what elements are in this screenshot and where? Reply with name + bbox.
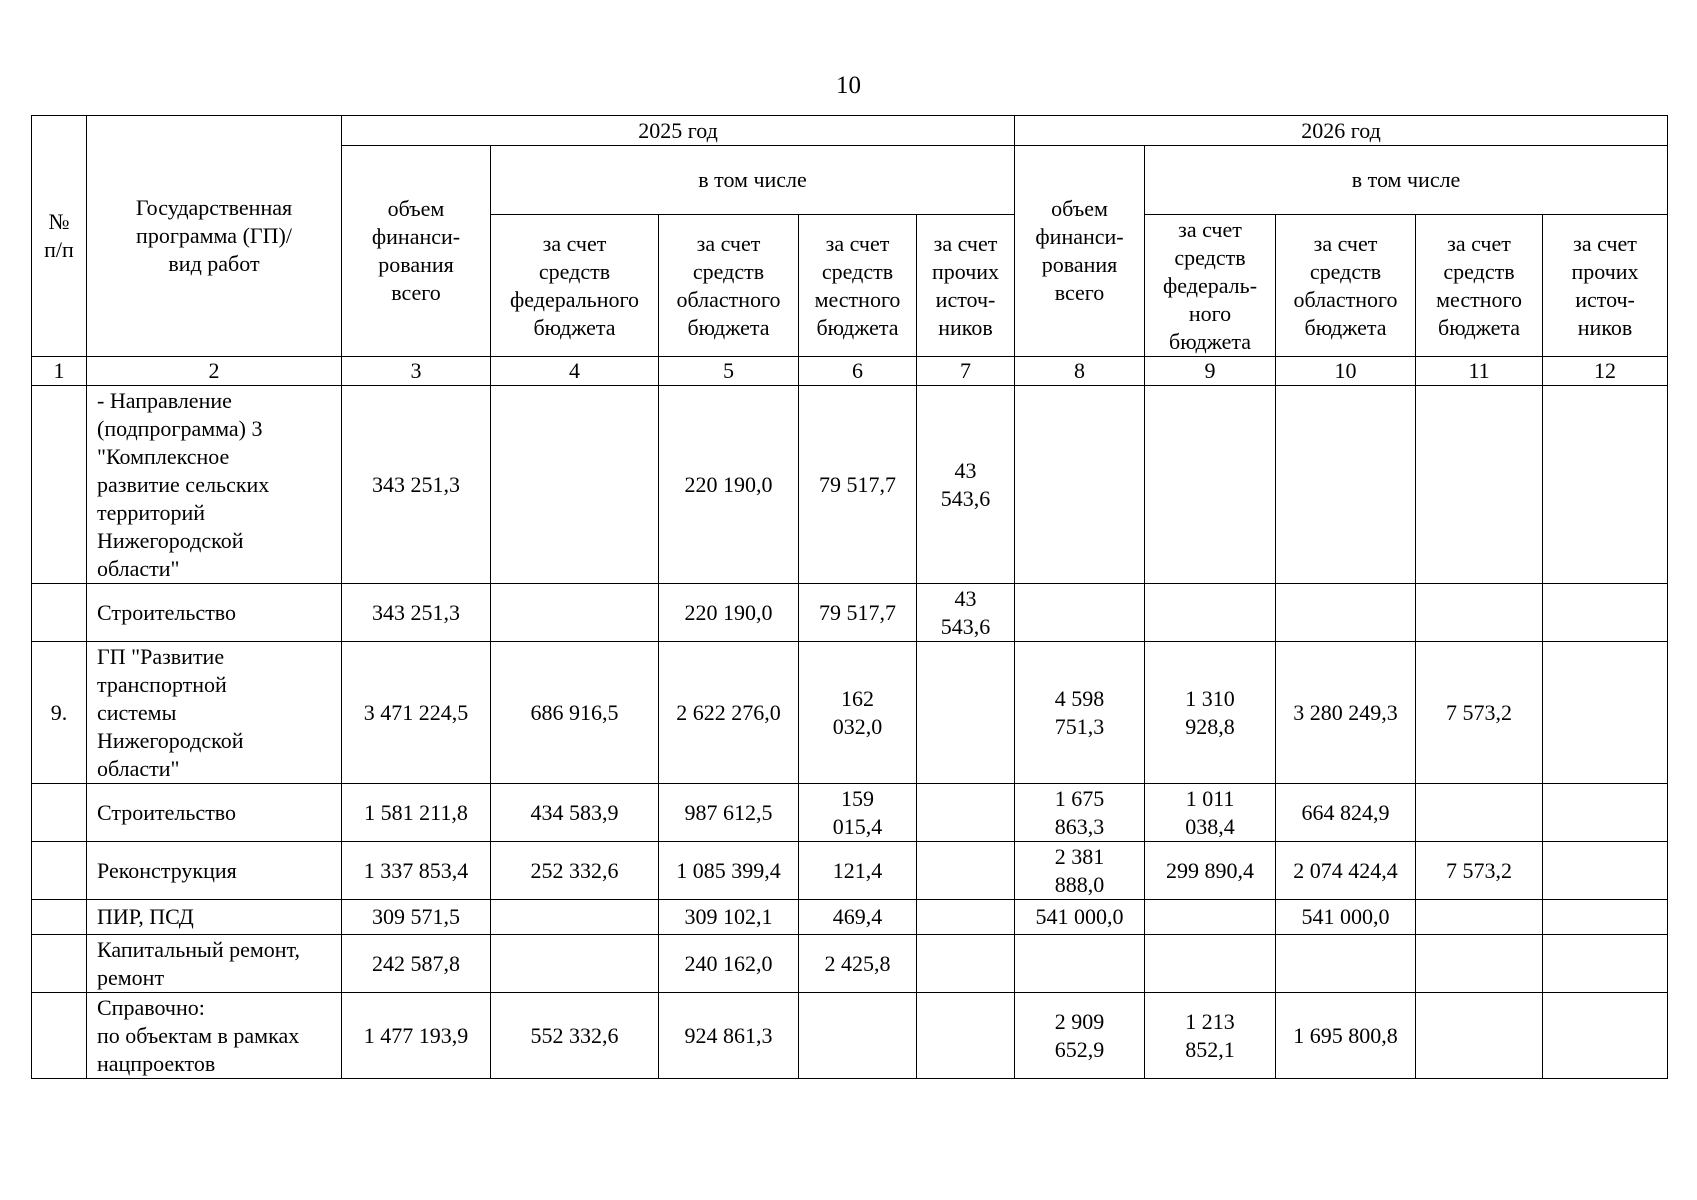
table-row [32,993,1668,1079]
header-2026-local: за счет средств местного бюджета [1416,215,1543,357]
row-name: Справочно: по объектам в рамках нацпроектов [87,993,342,1079]
column-number: 12 [1543,357,1668,386]
header-2025-other: за счет прочих источ- ников [917,215,1015,357]
cell-regional-2026: 541 000,0 [1276,900,1416,935]
cell-total-2025: 1 337 853,4 [342,842,491,900]
row-name: ПИР, ПСД [87,900,342,935]
cell-other-2026 [1543,993,1668,1079]
cell-local-2026 [1416,993,1543,1079]
cell-other-2025 [917,935,1015,993]
cell-total-2025: 309 571,5 [342,900,491,935]
cell-local-2026 [1416,584,1543,642]
row-num [32,842,87,900]
cell-local-2025: 121,4 [799,842,917,900]
cell-total-2025: 1 477 193,9 [342,993,491,1079]
row-name: Реконструкция [87,842,342,900]
cell-regional-2025: 2 622 276,0 [659,642,799,784]
row-num [32,993,87,1079]
cell-regional-2026: 664 824,9 [1276,784,1416,842]
column-number: 11 [1416,357,1543,386]
column-number: 2 [87,357,342,386]
cell-other-2025 [917,842,1015,900]
cell-federal-2025: 252 332,6 [491,842,659,900]
cell-other-2026 [1543,642,1668,784]
cell-local-2025: 162 032,0 [799,642,917,784]
cell-local-2025: 469,4 [799,900,917,935]
cell-other-2026 [1543,900,1668,935]
cell-federal-2025 [491,386,659,584]
cell-total-2025: 3 471 224,5 [342,642,491,784]
cell-federal-2026: 299 890,4 [1145,842,1276,900]
cell-local-2025 [799,993,917,1079]
column-number: 1 [32,357,87,386]
row-num [32,900,87,935]
cell-total-2026: 541 000,0 [1015,900,1145,935]
cell-total-2026: 2 909 652,9 [1015,993,1145,1079]
cell-federal-2026 [1145,584,1276,642]
cell-federal-2026 [1145,386,1276,584]
header-2025-federal: за счет средств федерального бюджета [491,215,659,357]
header-incl-2026: в том числе [1145,146,1668,215]
cell-regional-2026: 1 695 800,8 [1276,993,1416,1079]
cell-federal-2026: 1 011 038,4 [1145,784,1276,842]
cell-total-2025: 242 587,8 [342,935,491,993]
cell-federal-2025 [491,584,659,642]
cell-total-2026: 4 598 751,3 [1015,642,1145,784]
cell-federal-2025 [491,900,659,935]
cell-federal-2026: 1 213 852,1 [1145,993,1276,1079]
column-number: 4 [491,357,659,386]
cell-regional-2025: 240 162,0 [659,935,799,993]
row-num [32,935,87,993]
header-num: № п/п [32,116,87,357]
cell-federal-2025: 686 916,5 [491,642,659,784]
cell-regional-2026: 2 074 424,4 [1276,842,1416,900]
cell-local-2025: 2 425,8 [799,935,917,993]
cell-total-2026 [1015,584,1145,642]
header-2025-regional: за счет средств областного бюджета [659,215,799,357]
cell-regional-2026 [1276,386,1416,584]
cell-regional-2025: 1 085 399,4 [659,842,799,900]
cell-total-2025: 1 581 211,8 [342,784,491,842]
cell-other-2026 [1543,386,1668,584]
page-number: 10 [836,72,861,99]
cell-federal-2026: 1 310 928,8 [1145,642,1276,784]
cell-other-2025 [917,784,1015,842]
cell-total-2026 [1015,935,1145,993]
header-total-2025: объем финанси- рования всего [342,146,491,357]
cell-federal-2025: 552 332,6 [491,993,659,1079]
row-name: Строительство [87,584,342,642]
cell-federal-2026 [1145,935,1276,993]
header-2026-other: за счет прочих источ- ников [1543,215,1668,357]
cell-regional-2025: 987 612,5 [659,784,799,842]
header-year-2025: 2025 год [342,116,1015,146]
cell-total-2026 [1015,386,1145,584]
cell-total-2026: 1 675 863,3 [1015,784,1145,842]
column-number-row [32,357,1668,386]
row-name: ГП "Развитие транспортной системы Нижегородской области" [87,642,342,784]
cell-regional-2026: 3 280 249,3 [1276,642,1416,784]
column-number: 8 [1015,357,1145,386]
header-incl-2025: в том числе [491,146,1015,215]
cell-local-2026 [1416,900,1543,935]
header-2026-federal: за счет средств федераль- ного бюджета [1145,215,1276,357]
cell-other-2026 [1543,584,1668,642]
cell-other-2026 [1543,784,1668,842]
row-name: Строительство [87,784,342,842]
cell-local-2026 [1416,935,1543,993]
column-number: 3 [342,357,491,386]
budget-table [31,115,1668,1079]
cell-regional-2026 [1276,935,1416,993]
header-2025-local: за счет средств местного бюджета [799,215,917,357]
cell-other-2026 [1543,842,1668,900]
header-row-years [32,116,1668,146]
row-num: 9. [32,642,87,784]
row-num [32,584,87,642]
column-number: 9 [1145,357,1276,386]
table-row [32,386,1668,584]
cell-other-2025 [917,642,1015,784]
cell-local-2025: 159 015,4 [799,784,917,842]
cell-total-2026: 2 381 888,0 [1015,842,1145,900]
cell-federal-2025: 434 583,9 [491,784,659,842]
cell-federal-2025 [491,935,659,993]
table-row [32,900,1668,935]
row-name: - Направление (подпрограмма) 3 "Комплексное развитие сельских территорий Нижегородской области" [87,386,342,584]
cell-other-2025: 43 543,6 [917,584,1015,642]
table-row [32,784,1668,842]
column-number: 7 [917,357,1015,386]
header-2026-regional: за счет средств областного бюджета [1276,215,1416,357]
cell-regional-2026 [1276,584,1416,642]
cell-federal-2026 [1145,900,1276,935]
cell-total-2025: 343 251,3 [342,584,491,642]
cell-regional-2025: 220 190,0 [659,386,799,584]
header-total-2026: объем финанси- рования всего [1015,146,1145,357]
row-num [32,784,87,842]
cell-other-2026 [1543,935,1668,993]
cell-regional-2025: 309 102,1 [659,900,799,935]
table-row [32,842,1668,900]
cell-local-2026: 7 573,2 [1416,842,1543,900]
cell-local-2026 [1416,784,1543,842]
cell-regional-2025: 924 861,3 [659,993,799,1079]
cell-other-2025 [917,993,1015,1079]
cell-local-2025: 79 517,7 [799,386,917,584]
row-num [32,386,87,584]
column-number: 10 [1276,357,1416,386]
cell-other-2025 [917,900,1015,935]
table-row [32,935,1668,993]
header-program: Государственная программа (ГП)/ вид работ [87,116,342,357]
row-name: Капитальный ремонт, ремонт [87,935,342,993]
table-row [32,584,1668,642]
cell-other-2025: 43 543,6 [917,386,1015,584]
column-number: 6 [799,357,917,386]
cell-local-2026: 7 573,2 [1416,642,1543,784]
column-number: 5 [659,357,799,386]
cell-total-2025: 343 251,3 [342,386,491,584]
header-year-2026: 2026 год [1015,116,1668,146]
cell-local-2026 [1416,386,1543,584]
cell-regional-2025: 220 190,0 [659,584,799,642]
cell-local-2025: 79 517,7 [799,584,917,642]
table-row [32,642,1668,784]
